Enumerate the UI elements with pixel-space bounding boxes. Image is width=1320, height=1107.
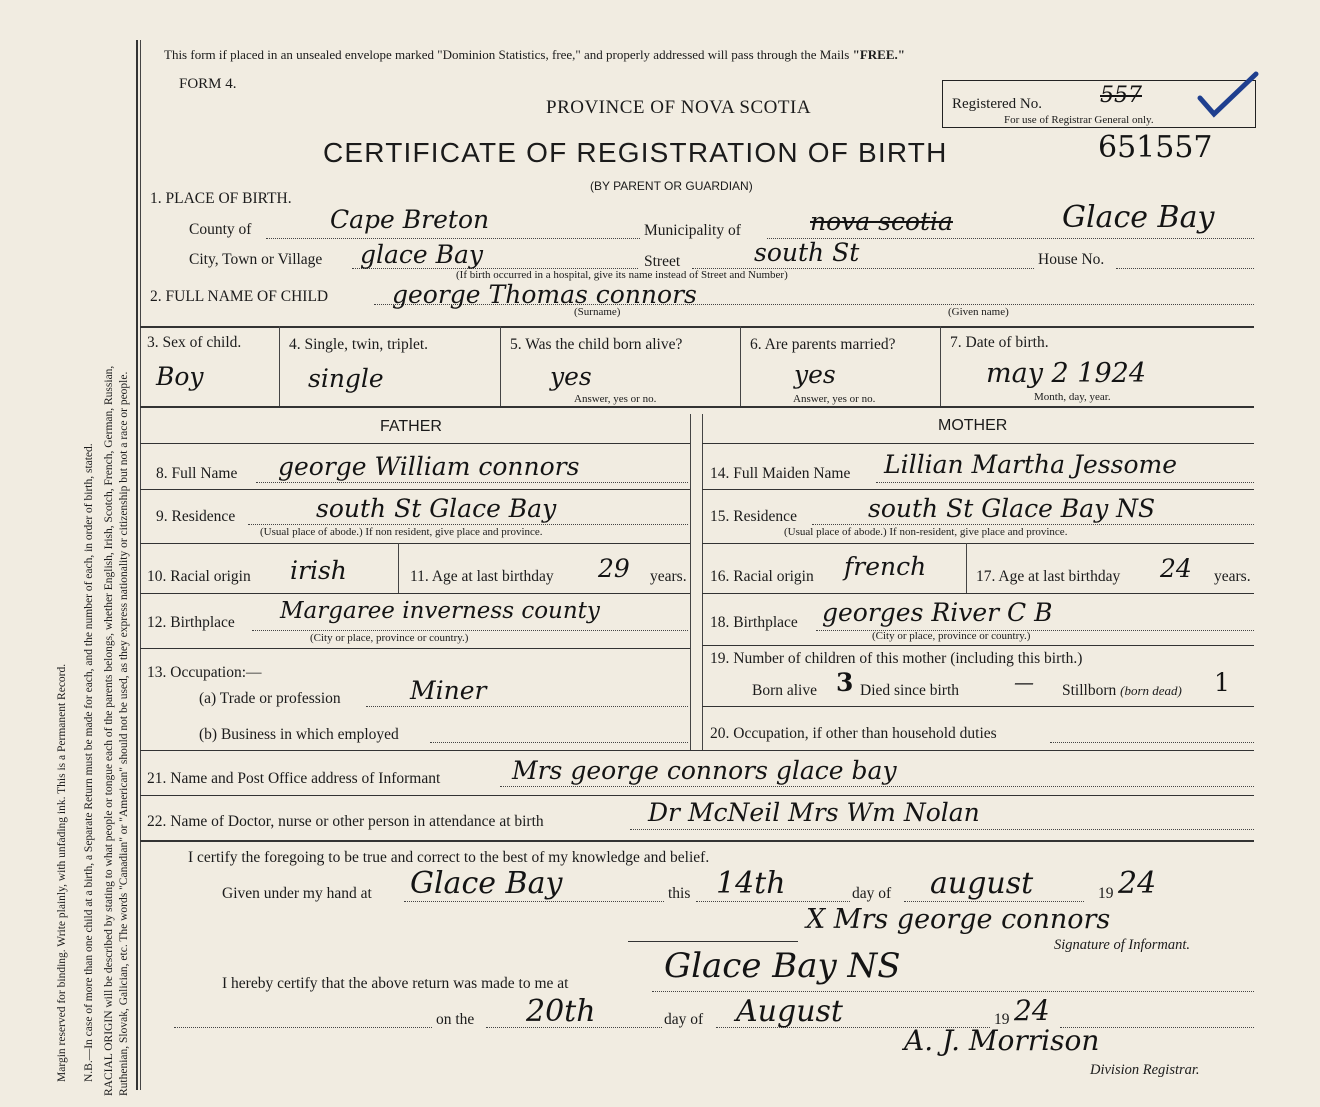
mother-years: years. xyxy=(1214,568,1251,585)
municipality-struck: nova scotia xyxy=(810,207,953,236)
row-divider-1 xyxy=(279,326,280,406)
mother-row1-line xyxy=(702,489,1254,490)
mother-name-label: 14. Full Maiden Name xyxy=(710,465,851,482)
informant-label: 21. Name and Post Office address of Informant xyxy=(147,770,441,787)
registrar-signature: A. J. Morrison xyxy=(904,1024,1100,1057)
dob-value: may 2 1924 xyxy=(986,358,1147,389)
informant-sign-line xyxy=(628,941,798,942)
mother-left-border xyxy=(702,414,703,750)
return-label: I hereby certify that the above return was made to me at xyxy=(222,975,569,992)
year-prefix: 19 xyxy=(1098,885,1114,902)
informant-top-line xyxy=(140,750,1254,751)
on-the-line-left xyxy=(174,1027,432,1028)
mother-residence-value: south St Glace Bay NS xyxy=(868,494,1156,523)
signature-caption: Signature of Informant. xyxy=(1054,937,1191,953)
born-alive-label: Born alive xyxy=(752,682,817,699)
day-value: 14th xyxy=(716,866,786,901)
mother-birthplace-value: georges River C B xyxy=(822,598,1053,627)
return-day-of: day of xyxy=(664,1011,704,1028)
doctor-value: Dr McNeil Mrs Wm Nolan xyxy=(648,798,980,827)
county-line xyxy=(266,238,640,239)
stillborn-value: 1 xyxy=(1214,668,1230,697)
mother-row3-line xyxy=(702,593,1254,594)
father-row3-line xyxy=(140,593,690,594)
father-racial-value: irish xyxy=(290,556,347,585)
father-occupation-label: 13. Occupation:— xyxy=(147,664,262,681)
house-line xyxy=(1116,268,1254,269)
mother-birthplace-label: 18. Birthplace xyxy=(710,614,798,631)
form-number: FORM 4. xyxy=(179,76,237,92)
mother-occupation-label: 20. Occupation, if other than household duties xyxy=(710,725,997,742)
trade-value: Miner xyxy=(410,676,487,705)
row-bottom-line xyxy=(140,406,1254,408)
return-year-prefix: 19 xyxy=(994,1011,1010,1028)
mother-row5-line xyxy=(702,706,1254,707)
registrar-caption: Division Registrar. xyxy=(1090,1062,1200,1078)
street-label: Street xyxy=(644,253,681,270)
registered-value: 557 xyxy=(1100,83,1142,108)
municipality-label: Municipality of xyxy=(644,222,741,239)
year-value: 24 xyxy=(1118,866,1157,901)
father-age-label: 11. Age at last birthday xyxy=(410,568,554,585)
county-value: Cape Breton xyxy=(330,205,490,234)
mail-note xyxy=(164,47,905,63)
this-label: this xyxy=(668,885,691,902)
father-name-line xyxy=(256,482,688,483)
father-residence-value: south St Glace Bay xyxy=(316,494,557,523)
page-title: CERTIFICATE OF REGISTRATION OF BIRTH xyxy=(323,137,948,168)
father-row1-line xyxy=(140,489,690,490)
died-label: Died since birth xyxy=(860,682,960,699)
married-value: yes xyxy=(794,360,836,389)
margin-note-3: RACIAL ORIGIN will be described by stating to what people or tongue each of the parents belongs, whether English, Irish, Scotch, French, German, Russian, xyxy=(103,365,115,1096)
margin-line xyxy=(136,40,138,1090)
return-place-line xyxy=(652,991,1254,992)
father-years: years. xyxy=(650,568,687,585)
father-birthplace-value: Margaree inverness county xyxy=(280,598,600,624)
row-divider-4 xyxy=(940,326,941,406)
file-number: 651557 xyxy=(1098,130,1213,165)
father-left-border xyxy=(140,414,141,750)
mother-racial-divider xyxy=(966,543,967,593)
married-label: 6. Are parents married? xyxy=(750,336,896,353)
mother-name-line xyxy=(876,482,1254,483)
day-of-label: day of xyxy=(852,885,892,902)
margin-note-2: N.B.—In case of more than one child at a birth, a Separate Return must be made for each, and the number of each, in order of birth, stated. xyxy=(83,443,95,1082)
born-alive-value: 3 xyxy=(836,668,854,697)
mother-racial-label: 16. Racial origin xyxy=(710,568,814,585)
surname-note: (Surname) xyxy=(574,306,621,318)
county-label: County of xyxy=(189,221,252,238)
mother-occupation-line xyxy=(1050,742,1254,743)
single-value: single xyxy=(308,364,384,393)
informant-value: Mrs george connors glace bay xyxy=(512,756,897,785)
married-answer-note: Answer, yes or no. xyxy=(793,393,876,405)
stillborn-label xyxy=(1062,682,1182,700)
place-heading: 1. PLACE OF BIRTH. xyxy=(150,190,292,207)
single-label: 4. Single, twin, triplet. xyxy=(289,336,429,353)
on-the-label: on the xyxy=(436,1011,475,1028)
business-label: (b) Business in which employed xyxy=(199,726,399,743)
city-label: City, Town or Village xyxy=(189,251,323,268)
business-line xyxy=(430,742,688,743)
mother-heading-line xyxy=(702,443,1254,444)
mother-age-label: 17. Age at last birthday xyxy=(976,568,1121,585)
mother-name-value: Lillian Martha Jessome xyxy=(884,450,1178,479)
father-name-value: george William connors xyxy=(278,452,580,481)
street-value: south St xyxy=(754,238,860,267)
father-city-note: (City or place, province or country.) xyxy=(310,632,469,644)
registered-label: Registered No. xyxy=(952,96,1042,112)
margin-note-4: Ruthenian, Slovak, Galician, etc. The words "Canadian" or "American" should not be used, as they express nationality or citizenship but not a race or people. xyxy=(118,371,130,1096)
child-name-value: george Thomas connors xyxy=(392,280,697,309)
trade-line xyxy=(366,706,688,707)
trade-label: (a) Trade or profession xyxy=(199,690,341,707)
father-right-border xyxy=(690,414,691,750)
father-heading-line xyxy=(140,443,690,444)
father-residence-line xyxy=(248,524,688,525)
alive-answer-note: Answer, yes or no. xyxy=(574,393,657,405)
month-value: august xyxy=(930,866,1034,901)
father-age-value: 29 xyxy=(598,554,630,583)
mother-racial-value: french xyxy=(844,552,927,581)
father-abode-note: (Usual place of abode.) If non resident, give place and province. xyxy=(260,526,543,538)
stillborn-text: Stillborn xyxy=(1062,682,1117,699)
return-day: 20th xyxy=(526,994,596,1029)
stillborn-note: (born dead) xyxy=(1120,683,1182,698)
mother-abode-note: (Usual place of abode.) If non-resident, give place and province. xyxy=(784,526,1068,538)
municipality-value: Glace Bay xyxy=(1062,200,1215,235)
informant-signature: X Mrs george connors xyxy=(806,904,1111,935)
hospital-note: (If birth occurred in a hospital, give its name instead of Street and Number) xyxy=(456,269,788,281)
father-racial-label: 10. Racial origin xyxy=(147,568,251,585)
mail-note-text: This form if placed in an unsealed envelope marked "Dominion Statistics, free," and properly addressed will pass through the Mails xyxy=(164,47,850,62)
day-line xyxy=(696,901,850,902)
father-residence-label: 9. Residence xyxy=(156,508,236,525)
father-row4-line xyxy=(140,648,690,649)
doctor-top-line xyxy=(140,795,1254,796)
row-divider-2 xyxy=(500,326,501,406)
return-year: 24 xyxy=(1014,994,1050,1027)
doctor-line xyxy=(630,829,1254,830)
subtitle: (BY PARENT OR GUARDIAN) xyxy=(590,179,753,193)
father-row2-line xyxy=(140,543,690,544)
mother-row2-line xyxy=(702,543,1254,544)
given-label: Given under my hand at xyxy=(222,885,372,902)
given-place-line xyxy=(404,901,664,902)
checkmark-icon xyxy=(1196,70,1260,122)
father-name-label: 8. Full Name xyxy=(156,465,238,482)
mother-heading: MOTHER xyxy=(938,417,1008,434)
row-divider-3 xyxy=(740,326,741,406)
informant-line xyxy=(500,786,1254,787)
mother-residence-label: 15. Residence xyxy=(710,508,797,525)
given-place: Glace Bay xyxy=(410,866,563,901)
house-label: House No. xyxy=(1038,251,1105,268)
doctor-bottom-line xyxy=(140,840,1254,842)
mail-free: "FREE." xyxy=(852,47,905,62)
certify-text: I certify the foregoing to be true and correct to the best of my knowledge and belief. xyxy=(188,849,710,866)
father-birthplace-label: 12. Birthplace xyxy=(147,614,235,631)
mother-city-note: (City or place, province or country.) xyxy=(872,630,1031,642)
child-name-label: 2. FULL NAME OF CHILD xyxy=(150,288,329,305)
alive-value: yes xyxy=(550,362,592,391)
return-place: Glace Bay NS xyxy=(664,946,901,986)
dob-note: Month, day, year. xyxy=(1034,391,1111,403)
died-value: — xyxy=(1014,670,1034,694)
dob-label: 7. Date of birth. xyxy=(950,334,1049,351)
doctor-label: 22. Name of Doctor, nurse or other person in attendance at birth xyxy=(147,813,544,830)
father-heading: FATHER xyxy=(380,418,442,435)
registrar-note: For use of Registrar General only. xyxy=(1004,114,1154,126)
alive-label: 5. Was the child born alive? xyxy=(510,336,683,353)
sex-label: 3. Sex of child. xyxy=(147,334,242,351)
margin-note-1: Margin reserved for binding. Write plainly, with unfading ink. This is a Permanent Record. xyxy=(56,663,68,1082)
row-top-line xyxy=(140,326,1254,328)
given-note: (Given name) xyxy=(948,306,1009,318)
province: PROVINCE OF NOVA SCOTIA xyxy=(546,97,812,118)
mother-residence-line xyxy=(812,524,1254,525)
month-line xyxy=(904,901,1084,902)
father-birthplace-line xyxy=(252,630,688,631)
sex-value: Boy xyxy=(156,362,204,391)
father-racial-divider xyxy=(398,543,399,593)
mother-row4-line xyxy=(702,645,1254,646)
mother-age-value: 24 xyxy=(1160,554,1192,583)
city-value: glace Bay xyxy=(360,240,484,269)
children-label: 19. Number of children of this mother (including this birth.) xyxy=(710,650,1083,667)
return-month: August xyxy=(736,994,843,1029)
